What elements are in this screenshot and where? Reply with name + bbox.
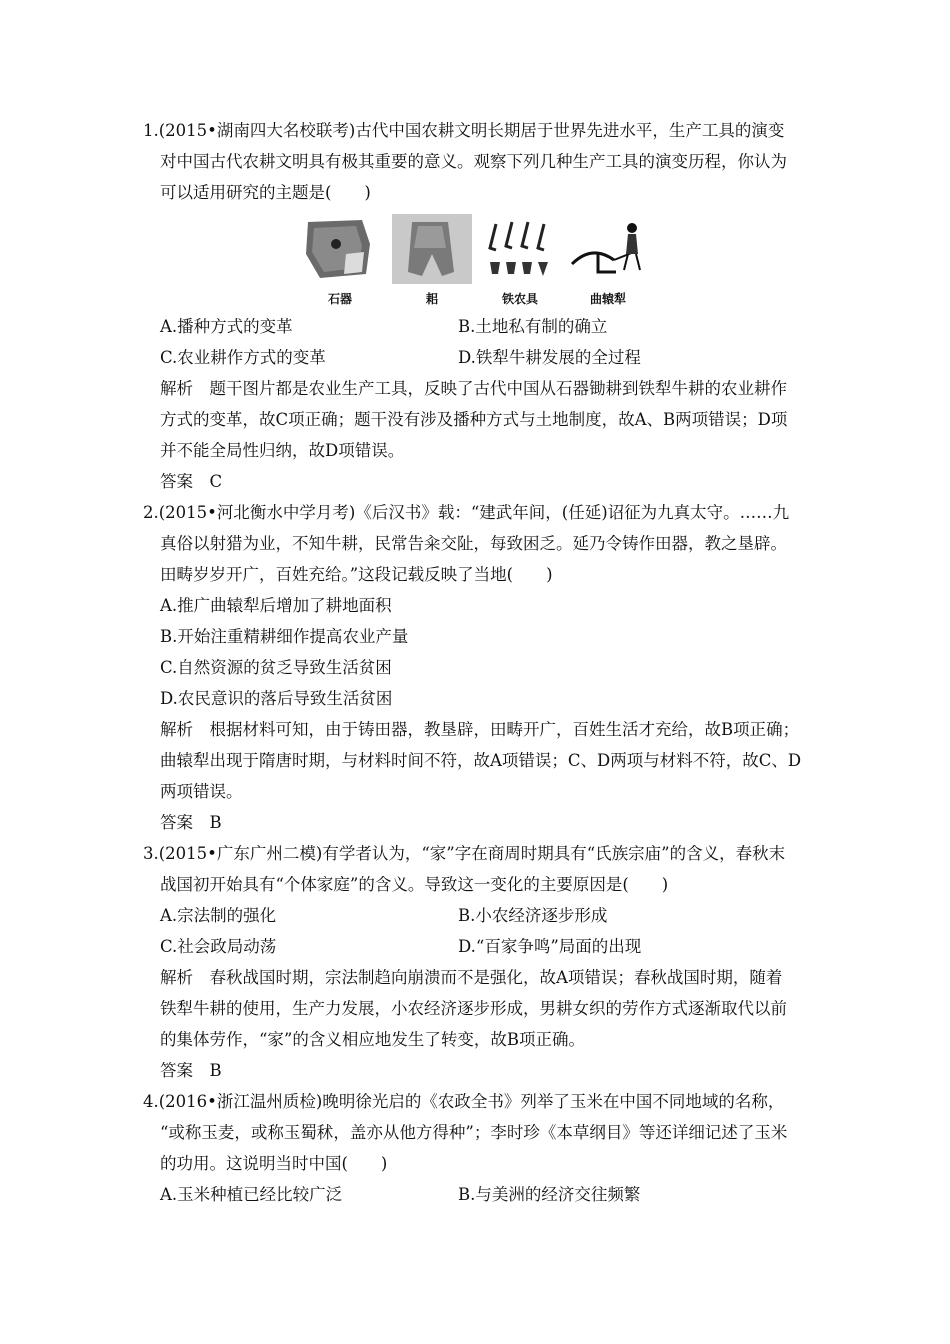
q3-analysis-line-3: 的集体劳作，“家”的含义相应地发生了转变，故B项正确。 [160,1030,585,1049]
q3-analysis-line-1: 解析 春秋战国时期，宗法制趋向崩溃而不是强化，故A项错误；春秋战国时期，随着 [160,968,783,987]
q3-option-b: B.小农经济逐步形成 [458,906,608,925]
iron-tools-image [480,214,560,284]
q4-stem-line-3: 的功用。这说明当时中国( ) [160,1154,388,1173]
q4-stem-line-2: “或称玉麦，或称玉蜀秫，盖亦从他方得种”；李时珍《本草纲目》等还详细记述了玉米 [160,1123,788,1142]
q3-answer: 答案 B [160,1061,222,1080]
q2-stem-line-2: 真俗以射猎为业，不知牛耕，民常告籴交阯，每致困乏。延乃令铸作田器，教之垦辟。 [160,534,787,553]
q1-option-b: B.土地私有制的确立 [458,317,608,336]
q2-analysis-line-2: 曲辕犁出现于隋唐时期，与材料时间不符，故A项错误；C、D两项与材料不符，故C、D [160,751,802,770]
q1-analysis-line-3: 并不能全局性归纳，故D项错误。 [160,441,405,460]
q1-answer: 答案 C [160,472,223,491]
q1-option-a: A.播种方式的变革 [160,317,293,336]
q3-stem-line-2: 战国初开始具有“个体家庭”的含义。导致这一变化的主要原因是( ) [160,875,669,894]
q1-analysis-line-2: 方式的变革，故C项正确；题干没有涉及播种方式与土地制度，故A、B两项错误；D项 [160,410,788,429]
q3-option-a: A.宗法制的强化 [160,906,277,925]
figure-label-curved-plow: 曲辕犁 [589,292,626,306]
figure-label-iron-tools: 铁农具 [501,292,538,306]
q3-analysis-line-2: 铁犁牛耕的使用，生产力发展，小农经济逐步形成，男耕女织的劳作方式逐渐取代以前 [160,999,787,1018]
q1-option-d: D.铁犁牛耕发展的全过程 [458,348,641,367]
q1-stem-line-2: 对中国古代农耕文明具有极其重要的意义。观察下列几种生产工具的演变历程，你认为 [160,152,787,171]
curved-plow-image [568,214,648,284]
si-spade-image [392,214,472,284]
q2-option-b: B.开始注重精耕细作提高农业产量 [160,627,409,646]
q2-option-a: A.推广曲辕犁后增加了耕地面积 [160,596,392,615]
q4-option-b: B.与美洲的经济交往频繁 [458,1185,641,1204]
q4-stem-line-1: 4.(2016•浙江温州质检)晚明徐光启的《农政全书》列举了玉米在中国不同地域的名称， [143,1092,785,1111]
farming-tools-figure [300,214,650,314]
q2-stem-line-1: 2.(2015•河北衡水中学月考)《后汉书》载：“建武年间，(任延)诏征为九真太守。……九 [143,503,790,522]
q1-stem-line-1: 1.(2015•湖南四大名校联考)古代中国农耕文明长期居于世界先进水平，生产工具的演变 [143,121,785,140]
q2-answer: 答案 B [160,813,222,832]
q4-option-a: A.玉米种植已经比较广泛 [160,1185,343,1204]
q2-option-c: C.自然资源的贫乏导致生活贫困 [160,658,392,677]
q2-option-d: D.农民意识的落后导致生活贫困 [160,689,393,708]
q1-stem-line-3: 可以适用研究的主题是( ) [160,183,371,202]
q2-analysis-line-1: 解析 根据材料可知，由于铸田器，教垦辟，田畴开广，百姓生活才充给，故B项正确； [160,720,800,739]
figure-label-stone: 石器 [327,292,352,306]
q2-analysis-line-3: 两项错误。 [160,782,243,801]
stone-tool-image [300,214,380,284]
figure-label-si: 耜 [425,292,438,306]
q3-option-d: D.“百家争鸣”局面的出现 [458,937,642,956]
q2-stem-line-3: 田畴岁岁开广，百姓充给。”这段记载反映了当地( ) [160,565,553,584]
q3-option-c: C.社会政局动荡 [160,937,277,956]
q3-stem-line-1: 3.(2015•广东广州二模)有学者认为，“家”字在商周时期具有“氏族宗庙”的含义，春秋末 [143,844,786,863]
q1-option-c: C.农业耕作方式的变革 [160,348,326,367]
q1-analysis-line-1: 解析 题干图片都是农业生产工具，反映了古代中国从石器锄耕到铁犁牛耕的农业耕作 [160,379,787,398]
